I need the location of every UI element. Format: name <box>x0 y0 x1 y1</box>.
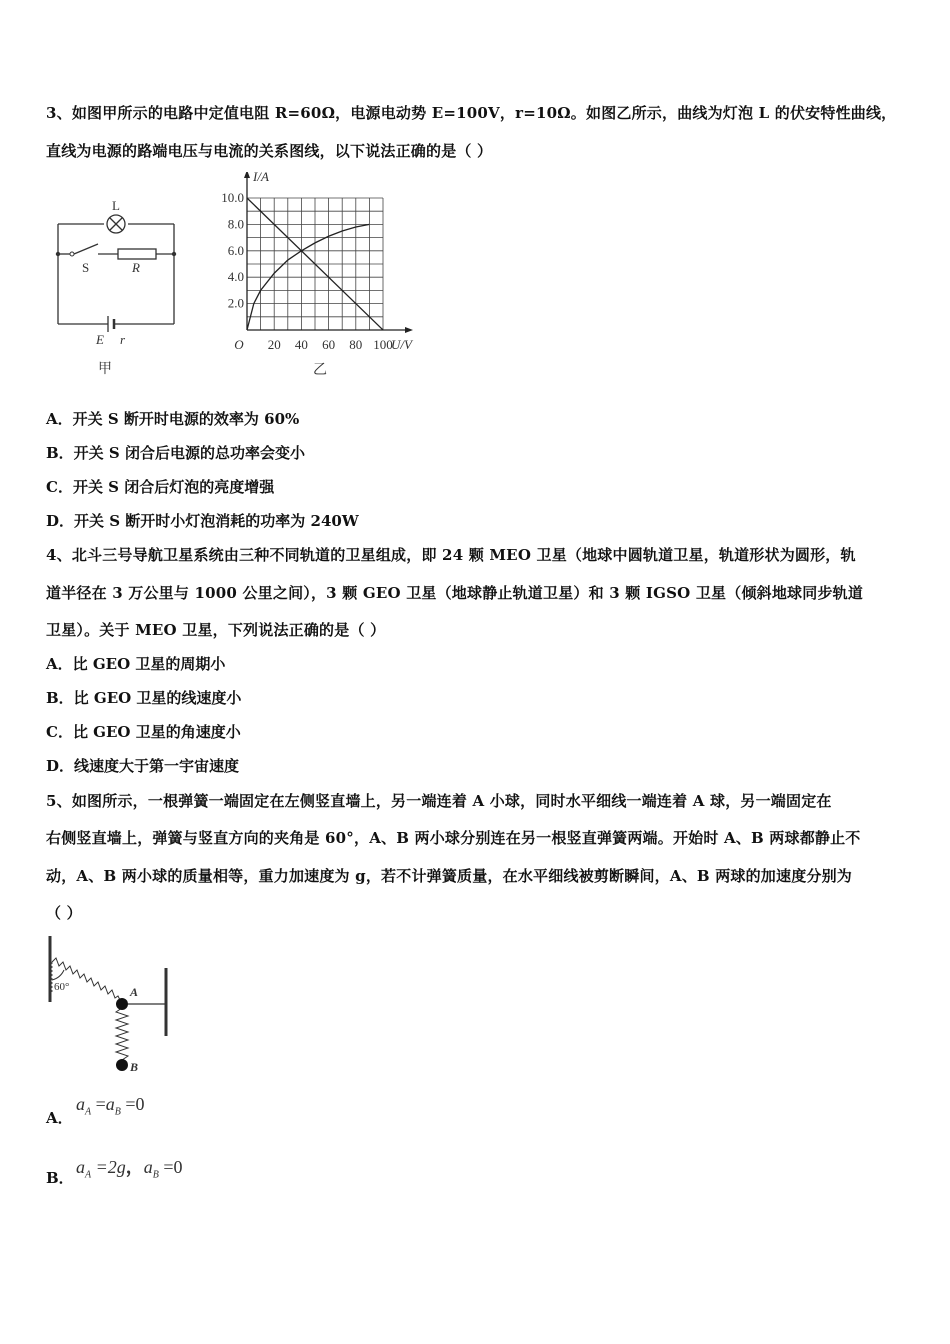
angle-label: 60° <box>54 981 70 993</box>
q5-stem-line3: 动，A、B 两小球的质量相等，重力加速度为 g，若不计弹簧质量，在水平细线被剪断瞬间，A、B 两球的加速度分别为 <box>46 867 852 885</box>
y-tick-label: 10.0 <box>221 190 244 205</box>
figure-caption-jia: 甲 <box>98 362 112 377</box>
q5-stem-line1: 5、如图所示，一根弹簧一端固定在左侧竖直墙上，另一端连着 A 小球，同时水平细线一端连着 A 球，另一端固定在 <box>46 792 832 810</box>
y-tick-label: 8.0 <box>227 216 244 232</box>
q3-stem-line2: 直线为电源的路端电压与电流的关系图线，以下说法正确的是（ ） <box>46 142 493 160</box>
y-axis-label: I/A <box>253 172 269 184</box>
x-axis-arrow <box>405 327 413 333</box>
q4-stem-line1: 4、北斗三号导航卫星系统由三种不同轨道的卫星组成，即 24 颗 MEO 卫星（地球中圆轨道卫星，轨道形状为圆形，轨 <box>46 546 856 564</box>
circuit-diagram-jia <box>46 192 196 382</box>
origin-label: O <box>234 337 244 352</box>
q5-option-a-label[interactable]: A． <box>46 1109 73 1127</box>
q3-option-c[interactable]: C．开关 S 闭合后灯泡的亮度增强 <box>46 478 275 496</box>
emf-label-E: E <box>96 332 104 347</box>
ball-a-label: A <box>130 985 139 999</box>
q4-option-a[interactable]: A．比 GEO 卫星的周期小 <box>46 655 226 673</box>
x-tick-label: 80 <box>349 337 363 352</box>
q3-stem-line1: 3、如图甲所示的电路中定值电阻 R=60Ω，电源电动势 E=100V，r=10Ω。如图乙所示，曲线为灯泡 L 的伏安特性曲线， <box>46 104 897 122</box>
internal-resistance-label-r: r <box>120 332 126 347</box>
q5-option-b-label[interactable]: B． <box>46 1169 74 1187</box>
q4-stem-line2: 道半径在 3 万公里与 1000 公里之间），3 颗 GEO 卫星（地球静止轨道卫星）和 3 颗 IGSO 卫星（倾斜地球同步轨道 <box>46 584 864 602</box>
y-tick-label: 2.0 <box>227 295 244 311</box>
x-tick-label: 40 <box>294 337 308 352</box>
resistor-label-R: R <box>132 260 140 275</box>
lamp-label-L: L <box>112 198 120 213</box>
ball-b-label: B <box>130 1060 139 1074</box>
switch-label-S: S <box>82 260 90 275</box>
spring-ball-diagram <box>44 932 179 1077</box>
q4-stem-line3: 卫星）。关于 MEO 卫星，下列说法正确的是（ ） <box>46 621 386 639</box>
y-tick-label: 6.0 <box>227 242 244 258</box>
q3-option-b[interactable]: B．开关 S 闭合后电源的总功率会变小 <box>46 444 305 462</box>
q4-option-c[interactable]: C．比 GEO 卫星的角速度小 <box>46 723 241 741</box>
x-axis-label: U/V <box>391 337 412 352</box>
q5-option-a-formula[interactable]: $a_A =a_B =0$ <box>76 1094 145 1118</box>
q4-option-d[interactable]: D．线速度大于第一宇宙速度 <box>46 757 240 775</box>
q5-stem-line4: （ ） <box>46 904 82 922</box>
x-tick-label: 100 <box>373 337 393 352</box>
iu-chart-yi <box>205 172 435 382</box>
y-tick-label: 4.0 <box>227 269 244 285</box>
q3-option-a[interactable]: A．开关 S 断开时电源的效率为 60% <box>46 410 300 428</box>
q5-stem-line2: 右侧竖直墙上，弹簧与竖直方向的夹角是 60°，A、B 两小球分别连在另一根竖直弹簧两端。开始时 A、B 两球都静止不 <box>46 829 861 847</box>
q5-option-b-formula[interactable]: $a_A =2g$，$a_B =0$ <box>76 1157 183 1181</box>
figure-caption-yi: 乙 <box>313 363 327 378</box>
x-tick-label: 60 <box>322 337 336 352</box>
y-axis-arrow <box>244 172 250 178</box>
q3-option-d[interactable]: D．开关 S 断开时小灯泡消耗的功率为 240W <box>46 512 359 530</box>
chart-labels <box>221 172 414 352</box>
q4-option-b[interactable]: B．比 GEO 卫星的线速度小 <box>46 689 242 707</box>
x-tick-label: 20 <box>267 337 281 352</box>
